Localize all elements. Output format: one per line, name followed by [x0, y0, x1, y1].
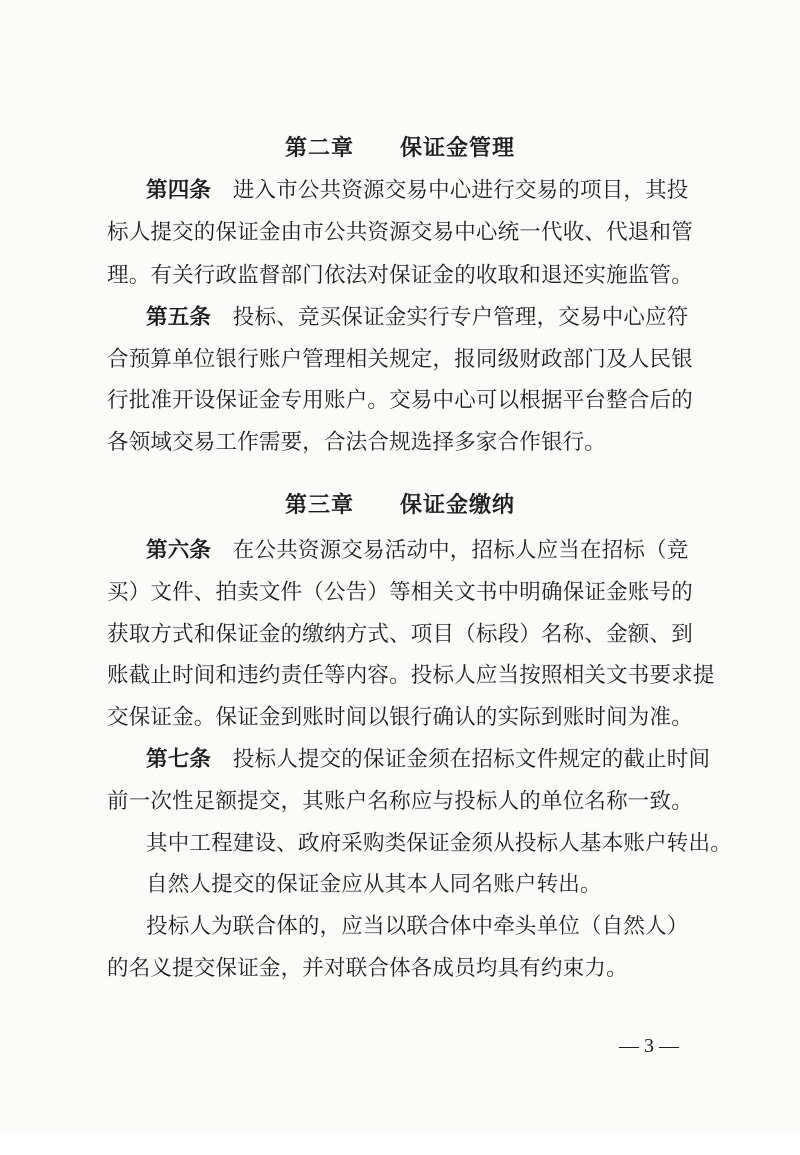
chapter-heading: 第三章 保证金缴纳 [284, 492, 515, 518]
text-line: 投标人为联合体的，应当以联合体中牵头单位（自然人） [146, 914, 689, 939]
text-line: 标人提交的保证金由市公共资源交易中心统一代收、代退和管 [107, 220, 693, 245]
text-line: 行批准开设保证金专用账户。交易中心可以根据平台整合后的 [107, 388, 693, 413]
text-line: 买）文件、拍卖文件（公告）等相关文书中明确保证金账号的 [107, 580, 693, 605]
chapter-heading: 第二章 保证金管理 [284, 135, 515, 161]
article-line [146, 742, 710, 773]
text-line: 交保证金。保证金到账时间以银行确认的实际到账时间为准。 [107, 705, 693, 730]
text-line: 前一次性足额提交，其账户名称应与投标人的单位名称一致。 [107, 789, 693, 814]
line-text: 投标人提交的保证金须在招标文件规定的截止时间 [211, 747, 711, 772]
text-line: 账截止时间和违约责任等内容。投标人应当按照相关文书要求提 [107, 663, 715, 688]
article-label: 第六条 [146, 538, 212, 563]
text-line: 自然人提交的保证金应从其本人同名账户转出。 [146, 872, 602, 897]
page-bottom-margin [0, 1133, 800, 1155]
text-line: 获取方式和保证金的缴纳方式、项目（标段）名称、金额、到 [107, 622, 693, 647]
article-label: 第五条 [146, 305, 212, 330]
article-label: 第七条 [146, 747, 212, 772]
text-line: 合预算单位银行账户管理相关规定，报同级财政部门及人民银 [107, 347, 693, 372]
article-line [146, 533, 689, 564]
page-number: — 3 — [619, 1035, 679, 1057]
text-line: 其中工程建设、政府采购类保证金须从投标人基本账户转出。 [146, 831, 732, 856]
article-line [146, 173, 689, 204]
article-label: 第四条 [146, 178, 212, 203]
line-text: 投标、竞买保证金实行专户管理，交易中心应符 [211, 305, 689, 330]
article-line [146, 300, 689, 331]
text-line: 的名义提交保证金，并对联合体各成员均具有约束力。 [107, 956, 628, 981]
text-line: 理。有关行政监督部门依法对保证金的收取和退还实施监管。 [107, 263, 693, 288]
text-line: 各领域交易工作需要，合法合规选择多家合作银行。 [107, 430, 607, 455]
line-text: 在公共资源交易活动中，招标人应当在招标（竞 [211, 538, 689, 563]
line-text: 进入市公共资源交易中心进行交易的项目，其投 [211, 178, 689, 203]
